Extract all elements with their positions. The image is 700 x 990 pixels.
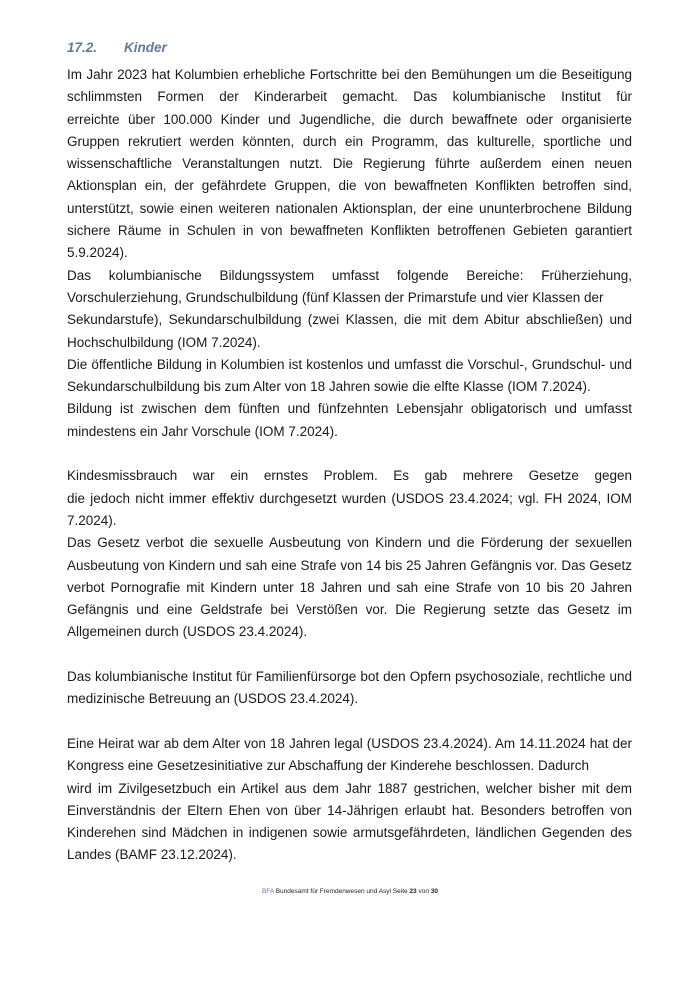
text-line: Sekundarschulbildung bis zum Alter von 18 Jahren sowie die elfte Klasse (IOM 7.2024). [67, 379, 591, 395]
text-line: mindestens ein Jahr Vorschule (IOM 7.2024). [67, 423, 338, 439]
text-line: Im Jahr 2023 hat Kolumbien erhebliche Fortschritte bei den Bemühungen um die Beseitigung [67, 67, 632, 82]
text-line: Gefängnis und eine Geldstrafe bei Verstößen vor. Die Regierung setzte das Gesetz im [67, 602, 632, 618]
text-line: Einverständnis der Eltern Ehen von über 14-Jährigen erlaubt hat. Besonders betroffen von [67, 802, 632, 818]
text-line: Hochschulbildung (IOM 7.2024). [67, 334, 261, 350]
paragraph [67, 465, 632, 532]
text-line: schlimmsten Formen der Kinderarbeit gemacht. Das kolumbianische Institut für [67, 89, 632, 105]
text-line: Das kolumbianische Bildungssystem umfasst folgende Bereiche: Früherziehung, [67, 267, 632, 283]
paragraph [67, 666, 632, 711]
text-line: erreichte über 100.000 Kinder und Jugendliche, die durch bewaffnete oder organisierte [67, 111, 632, 127]
text-line: wissenschaftliche Veranstaltungen nutzt. Die Regierung führte außerdem einen neuen [67, 156, 632, 172]
footer-page-label: Seite [392, 888, 408, 895]
text-line: Ausbeutung von Kindern und sah eine Strafe von 14 bis 25 Jahren Gefängnis vor. Das Gesetz [67, 557, 632, 573]
text-line: verbot Pornografie mit Kindern unter 18 Jahren und sah eine Strafe von 10 bis 20 Jahren [67, 579, 632, 595]
section-number: 17.2. [67, 40, 98, 55]
paragraph [67, 354, 632, 399]
page-footer [0, 888, 700, 895]
text-line: wird im Zivilgesetzbuch ein Artikel aus dem Jahr 1887 gestrichen, welcher bisher mit dem [67, 780, 632, 796]
footer-org: Bundesamt für Fremdenwesen und Asyl [275, 888, 391, 895]
paragraph [67, 265, 632, 354]
section-title: Kinder [124, 40, 167, 55]
text-line: unterstützt, sowie einen weiteren nationalen Aktionsplan, der eine ununterbrochene Bildung [67, 200, 632, 216]
footer-brand: BFA [261, 888, 274, 895]
text-line: sichere Räume in Schulen in von bewaffneten Konflikten betroffenen Gebieten garantiert [67, 223, 632, 239]
footer-of-label: von [418, 888, 429, 895]
footer-page-number: 23 [409, 888, 417, 895]
text-line: Sekundarstufe), Sekundarschulbildung (zwei Klassen, die mit dem Abitur abschließen) und [67, 312, 632, 328]
paragraph [67, 64, 632, 265]
text-line: 5.9.2024). [67, 245, 128, 261]
text-line: die jedoch nicht immer effektiv durchgesetzt wurden (USDOS 23.4.2024; vgl. FH 2024, IOM [67, 490, 632, 506]
text-line: Landes (BAMF 23.12.2024). [67, 847, 237, 863]
blank-line [67, 443, 632, 465]
text-line: Die öffentliche Bildung in Kolumbien ist kostenlos und umfasst die Vorschul-, Grundschul- und [67, 356, 632, 372]
paragraph [67, 733, 632, 867]
paragraph [67, 532, 632, 643]
text-line: Das Gesetz verbot die sexuelle Ausbeutung von Kindern und die Förderung der sexuellen [67, 535, 632, 551]
text-line: medizinische Betreuung an (USDOS 23.4.2024). [67, 691, 359, 707]
text-line: Allgemeinen durch (USDOS 23.4.2024). [67, 624, 308, 640]
blank-line [67, 644, 632, 666]
text-line: 7.2024). [67, 512, 117, 528]
text-line: Das kolumbianische Institut für Familienfürsorge bot den Opfern psychosoziale, rechtliche und [67, 669, 632, 685]
document-body [67, 64, 632, 867]
text-line: Bildung ist zwischen dem fünften und fünfzehnten Lebensjahr obligatorisch und umfasst [67, 401, 632, 417]
text-line: Aktionsplan ein, der gefährdete Gruppen, die von bewaffneten Konflikten betroffen sind, [67, 178, 632, 194]
paragraph [67, 398, 632, 443]
section-heading [67, 40, 167, 55]
text-line: Gruppen rekrutiert werden könnten, durch ein Programm, das kulturelle, sportliche und [67, 133, 632, 149]
text-line: Kindesmissbrauch war ein ernstes Problem. Es gab mehrere Gesetze gegen [67, 468, 632, 484]
text-line: Eine Heirat war ab dem Alter von 18 Jahren legal (USDOS 23.4.2024). Am 14.11.2024 hat der [67, 735, 632, 751]
text-line: Kongress eine Gesetzesinitiative zur Abschaffung der Kinderehe beschlossen. Dadurch [67, 758, 590, 774]
footer-page-total: 30 [430, 888, 439, 895]
text-line: Kinderehen sind Mädchen in indigenen sowie armutsgefährdeten, ländlichen Gegenden des [67, 825, 632, 841]
text-line: Vorschulerziehung, Grundschulbildung (fünf Klassen der Primarstufe und vier Klassen der [67, 289, 604, 305]
blank-line [67, 711, 632, 733]
